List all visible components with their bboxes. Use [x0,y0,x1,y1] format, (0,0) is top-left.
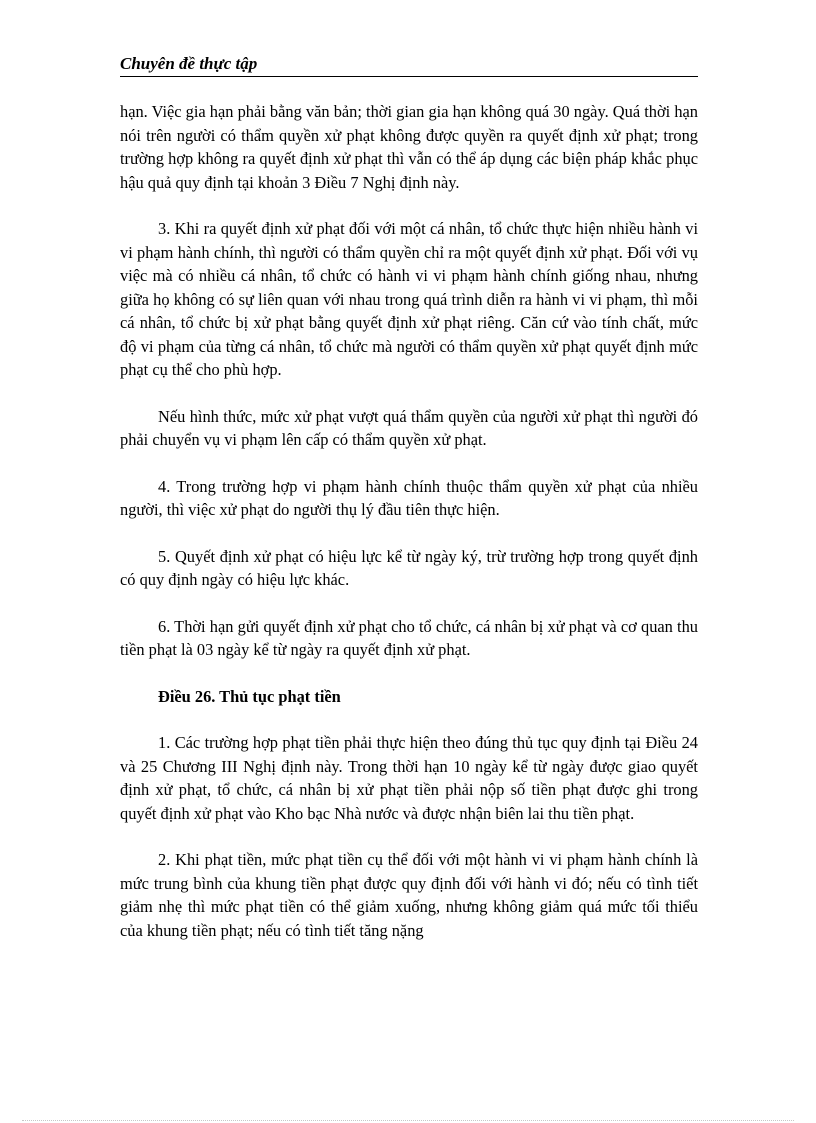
page-header [120,50,698,77]
paragraph-authority-exceeded: Nếu hình thức, mức xử phạt vượt quá thẩm quyền của người xử phạt thì người đó phải chuyển vụ vi phạm lên cấp có thẩm quyền xử phạt. [120,406,698,449]
article-paragraph-1: 1. Các trường hợp phạt tiền phải thực hiện theo đúng thủ tục quy định tại Điều 24 và 25 Chương III Nghị định này. Trong thời hạn 10 ngày kể từ ngày được giao quyết định xử phạt, tổ chức, cá nhân bị xử phạt tiền phải nộp số tiền phạt được ghi trong quyết định xử phạt vào Kho bạc Nhà nước và được nhận biên lai thu tiền phạt. [120,733,698,823]
paragraph-clause-6: 6. Thời hạn gửi quyết định xử phạt cho tổ chức, cá nhân bị xử phạt và cơ quan thu tiền phạt là 03 ngày kể từ ngày ra quyết định xử phạt. [120,616,698,659]
paragraph-clause-5: 5. Quyết định xử phạt có hiệu lực kể từ ngày ký, trừ trường hợp trong quyết định có quy định ngày có hiệu lực khác. [120,546,698,589]
header-title: Chuyên đề thực tập [120,54,258,73]
paragraph-clause-4: 4. Trong trường hợp vi phạm hành chính thuộc thẩm quyền xử phạt của nhiều người, thì việc xử phạt do người thụ lý đầu tiên thực hiện. [120,476,698,519]
article-heading: Điều 26. Thủ tục phạt tiền [158,686,341,706]
paragraph-clause-3: 3. Khi ra quyết định xử phạt đối với một cá nhân, tổ chức thực hiện nhiều hành vi vi phạm hành chính, thì người có thẩm quyền chỉ ra một quyết định xử phạt. Đối với vụ việc mà có nhiều cá nhân, tổ chức có hành vi vi phạm hành chính giống nhau, nhưng giữa họ không có sự liên quan với nhau trong quá trình diễn ra hành vi vi phạm, thì mỗi cá nhân, tổ chức bị xử phạt bằng quyết định xử phạt riêng. Căn cứ vào tính chất, mức độ vi phạm của từng cá nhân, tổ chức mà người có thẩm quyền xử phạt quyết định mức phạt cụ thể cho phù hợp. [120,219,698,379]
article-paragraph-2: 2. Khi phạt tiền, mức phạt tiền cụ thể đối với một hành vi vi phạm hành chính là mức trung bình của khung tiền phạt được quy định đối với hành vi đó; nếu có tình tiết giảm nhẹ thì mức phạt tiền có thể giảm xuống, nhưng không giảm quá mức tối thiểu của khung tiền phạt; nếu có tình tiết tăng nặng [120,850,698,940]
page-bottom-border [22,1120,794,1121]
paragraph-continuation: hạn. Việc gia hạn phải bằng văn bản; thời gian gia hạn không quá 30 ngày. Quá thời hạn nói trên người có thẩm quyền xử phạt không được quyền ra quyết định xử phạt; trong trường hợp không ra quyết định xử phạt thì vẫn có thể áp dụng các biện pháp khắc phục hậu quả quy định tại khoản 3 Điều 7 Nghị định này. [120,102,698,192]
document-body [120,100,698,965]
